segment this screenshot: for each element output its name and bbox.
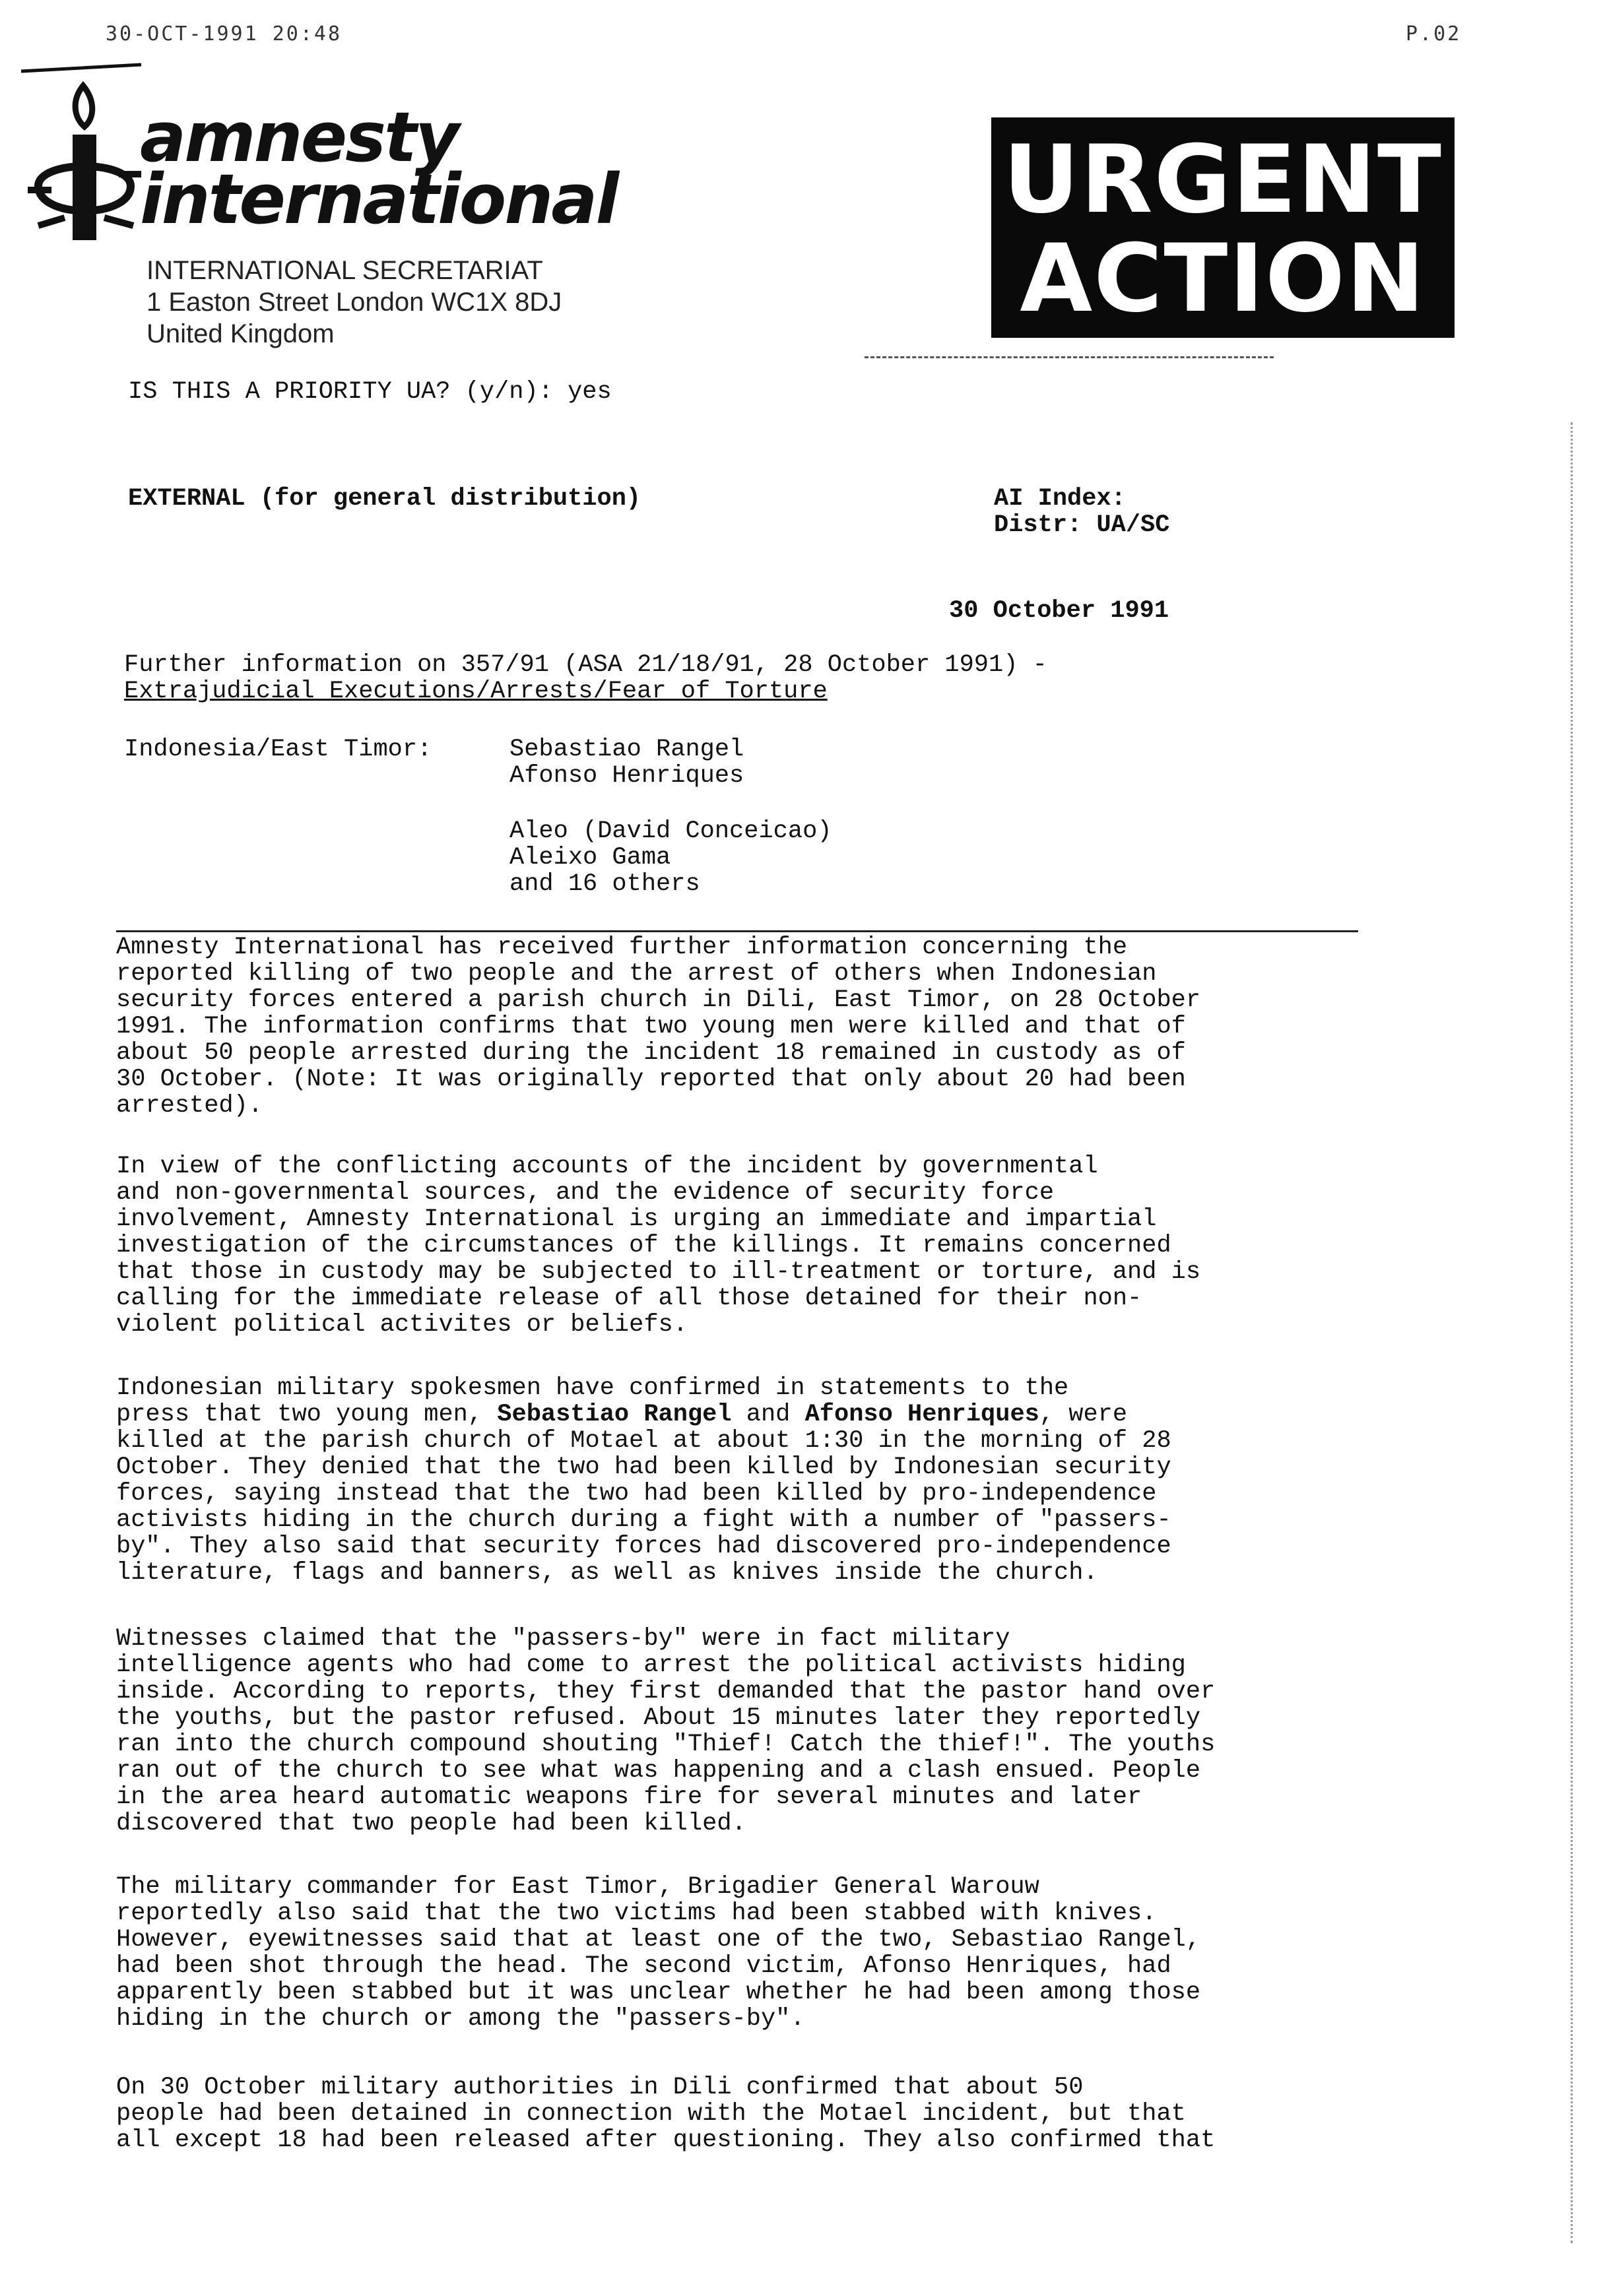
- address-line: 1 Easton Street London WC1X 8DJ: [147, 288, 562, 317]
- victim-name: Afonso Henriques: [509, 762, 744, 790]
- names-group-2: [509, 818, 832, 897]
- names-group-1: [509, 736, 744, 789]
- document-date: 30 October 1991: [949, 597, 1169, 625]
- urgent-action-badge: [991, 117, 1455, 338]
- victim-name-bold: Afonso Henriques: [804, 1401, 1039, 1428]
- header-divider: [865, 356, 1274, 360]
- paragraph-2: In view of the conflicting accounts of the incident by governmental and non-governmental sources, and the evidence of security force involvement, Amnesty International is urging an immediate and impartial investigation of the circumstances of the killings. It remains concerned that those in custody may be subjected to ill-treatment or torture, and is calling for the immediate release of all those detained for their non- violent political activites or beliefs.: [116, 1153, 1201, 1339]
- paragraph-3: [116, 1375, 1330, 1586]
- paragraph-1: Amnesty International has received further information concerning the reported killing of two people and the arrest of others when Indonesian security forces entered a parish church in Dili, East Timor, on 28 October 1991. The information confirms that two young men were killed and that of about 50 people arrested during the incident 18 remained in custody as of 30 October. (Note: It was originally reported that only about 20 had been arrested).: [116, 934, 1201, 1120]
- country-label: Indonesia/East Timor:: [124, 736, 432, 763]
- distribution-detail: (for general distribution): [245, 485, 641, 513]
- paragraph-4: Witnesses claimed that the "passers-by" were in fact military intelligence agents who had come to arrest the political activists hiding inside. According to reports, they first demanded that the pastor hand over the youths, but the pastor refused. About 15 minutes later they reportedly ran into the church compound shouting "Thief! Catch the thief!". The youths ran out of the church to see what was happening and a clash ensued. People in the area heard automatic weapons fire for several minutes and later discovered that two people had been killed.: [116, 1625, 1216, 1837]
- logo-text-international: international: [140, 159, 618, 239]
- address-line: INTERNATIONAL SECRETARIAT: [147, 256, 543, 285]
- logo-text-amnesty: amnesty: [140, 97, 458, 177]
- subject-line: Extrajudicial Executions/Arrests/Fear of Torture: [124, 678, 828, 705]
- distribution-code: Distr: UA/SC: [994, 511, 1170, 539]
- detainee-name: and 16 others: [509, 870, 700, 898]
- further-info-line: Further information on 357/91 (ASA 21/18/91, 28 October 1991) -: [124, 651, 1047, 679]
- address-line: United Kingdom: [147, 319, 335, 348]
- paragraph-3-start: Indonesian military spokesmen have confirmed in statements to the press that two young men,: [116, 1374, 1069, 1428]
- distribution-line: [128, 486, 641, 512]
- paragraph-5: The military commander for East Timor, Brigadier General Warouw reportedly also said that the two victims had been stabbed with knives. However, eyewitnesses said that at least one of the two, Sebastiao Rangel, had been shot through the head. The second victim, Afonso Henriques, had apparently been stabbed but it was unclear whether he had been among those hiding in the church or among the "passers-by".: [116, 1873, 1201, 2033]
- paragraph-3-and: and: [731, 1401, 805, 1428]
- section-rule: [116, 930, 1358, 932]
- paragraph-6: On 30 October military authorities in Dili confirmed that about 50 people had been detained in connection with the Motael incident, but that all except 18 had been released after questioning. They also confirmed that: [116, 2074, 1216, 2154]
- paragraph-3-end: , were killed at the parish church of Motael at about 1:30 in the morning of 28 October. They denied that the two had been killed by Indonesian security forces, saying instead that the two had been killed by pro-independence activists hiding in the church during a fight with a number of "passers- by". They also said that security forces had discovered pro-independence literature, flags and banners, as well as knives inside the church.: [116, 1401, 1171, 1587]
- distribution-label: EXTERNAL: [128, 485, 246, 513]
- detainee-name: Aleixo Gama: [509, 844, 671, 872]
- detainee-name: Aleo (David Conceicao): [509, 817, 832, 845]
- address-block: [147, 255, 562, 350]
- urgent-action-line: ACTION: [1020, 224, 1426, 333]
- fax-timestamp: 30-OCT-1991 20:48: [106, 22, 343, 46]
- candle-barbed-wire-icon: [18, 61, 144, 245]
- victim-name-bold: Sebastiao Rangel: [497, 1401, 732, 1428]
- priority-question: IS THIS A PRIORITY UA? (y/n): yes: [128, 378, 612, 406]
- fax-edge-artifact: [1571, 422, 1575, 2243]
- urgent-action-line: URGENT: [1003, 125, 1443, 234]
- ai-index-block: [994, 486, 1169, 538]
- fax-page-number: P.02: [1406, 22, 1462, 46]
- ai-index-label: AI Index:: [994, 485, 1126, 513]
- victim-name: Sebastiao Rangel: [509, 736, 744, 763]
